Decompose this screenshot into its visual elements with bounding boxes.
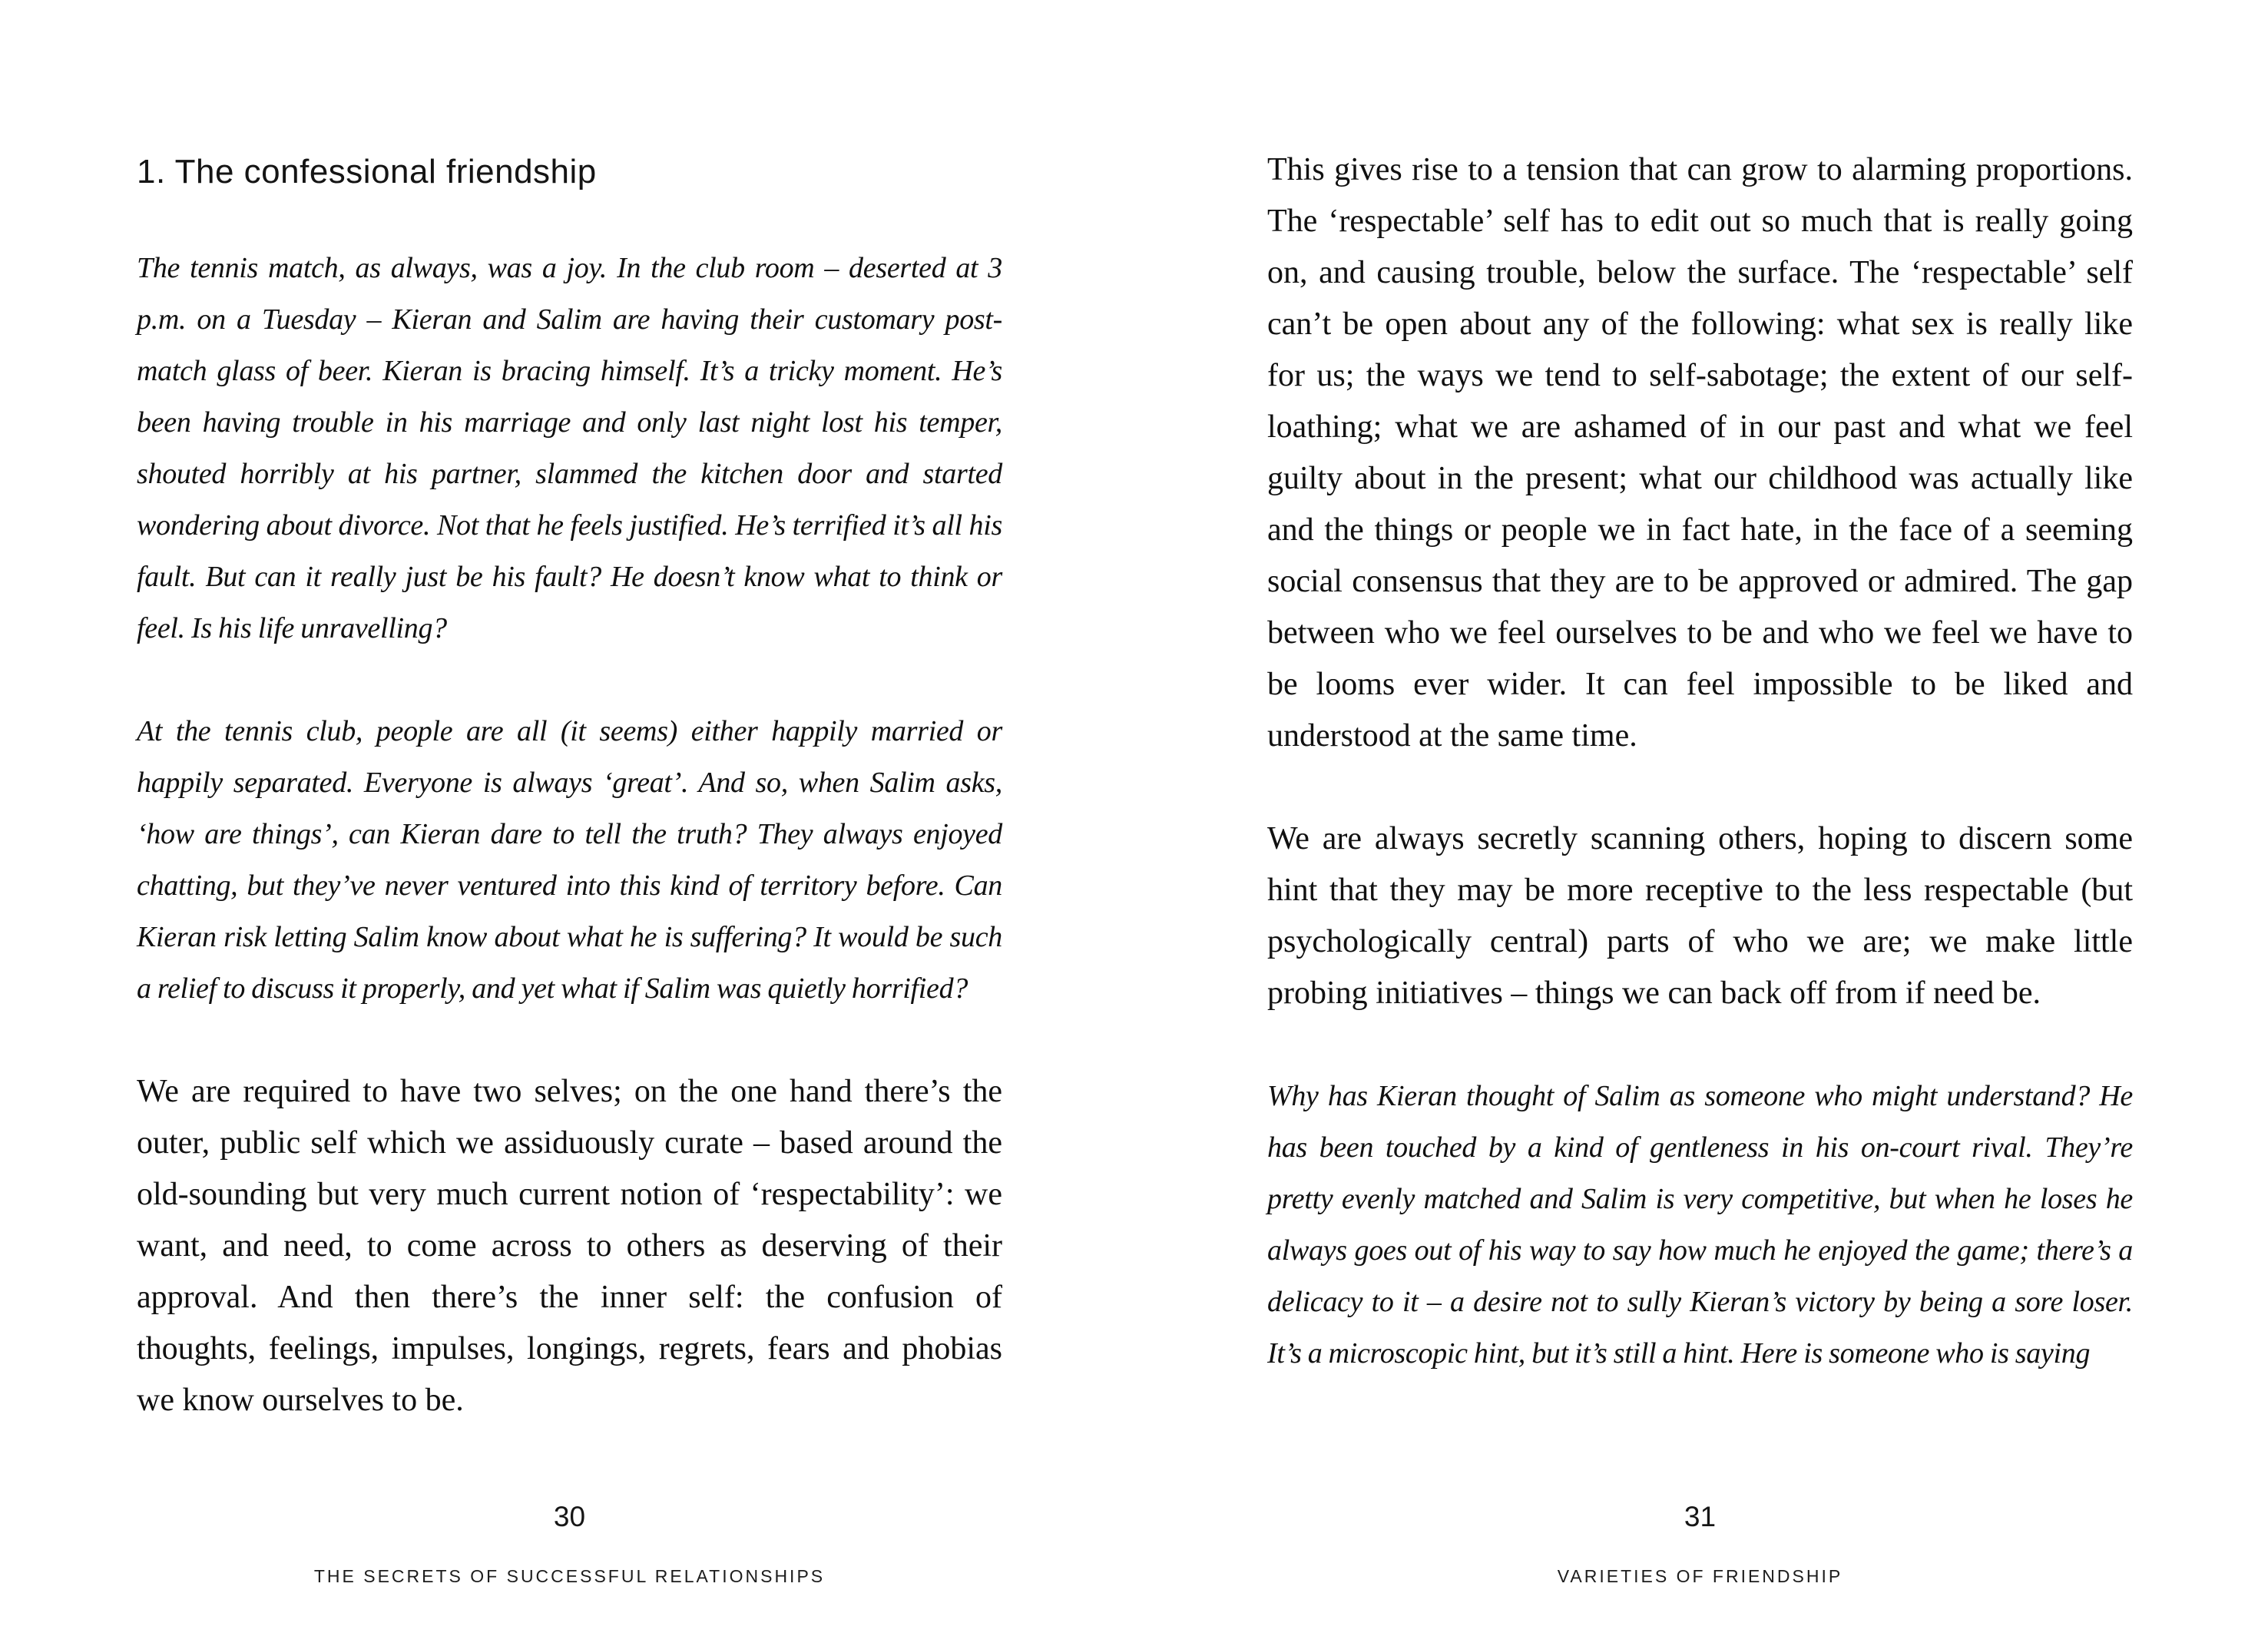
running-footer-left: THE SECRETS OF SUCCESSFUL RELATIONSHIPS (313, 1566, 826, 1586)
left-paragraph-1: The tennis match, as always, was a joy. In the club room – deserted at 3 p.m. on a Tuesday – Kieran and Salim are having their customary post-match glass of beer. Kieran is bracing himself. It’s a tricky moment. He’s been having trouble in his marriage and only last night lost his temper, shouted horribly at his partner, slammed the kitchen door and started wondering about divorce. Not that he feels justified. He’s terrified it’s all his fault. But can it really just be his fault? He doesn’t know what to think or feel. Is his life unravelling? (137, 252, 1002, 644)
running-footer-right: VARIETIES OF FRIENDSHIP (1557, 1566, 1843, 1586)
page-right (1134, 0, 2268, 1633)
left-paragraph-2: At the tennis club, people are all (it seems) either happily married or happily separated. Everyone is always ‘great’. And so, when Salim asks, ‘how are things’, can Kieran dare to tell the truth? They always enjoyed chatting, but they’ve never ventured into this kind of territory before. Can Kieran risk letting Salim know about what he is suffering? It would be such a relief to discuss it properly, and yet what if Salim was quietly horrified? (137, 715, 1002, 1005)
right-text-column (1267, 144, 2133, 1380)
right-paragraph-3: Why has Kieran thought of Salim as someone who might understand? He has been touched by a kind of gentleness in his on-court rival. They’re pretty evenly matched and Salim is very competitive, but when he loses he always goes out of his way to say how much he enjoyed the game; there’s a delicacy to it – a desire not to sully Kieran’s victory by being a sore loser. It’s a microscopic hint, but it’s still a hint. Here is someone who is saying (1267, 1080, 2133, 1370)
page-number-right: 31 (1684, 1501, 1717, 1532)
left-paragraph-3: We are required to have two selves; on the one hand there’s the outer, public self which we assiduously curate – based around the old-sounding but very much current notion of ‘respectability’: we want, and need, to come across to others as deserving of their approval. And then there’s the inner self: the confusion of thoughts, feelings, impulses, longings, regrets, fears and phobias we know ourselves to be. (137, 1074, 1002, 1418)
right-paragraph-1: This gives rise to a tension that can grow to alarming proportions. The ‘respectable’ self has to edit out so much that is really going on, and causing trouble, below the surface. The ‘respectable’ self can’t be open about any of the following: what sex is really like for us; the ways we tend to self-sabotage; the extent of our self-loathing; what we are ashamed of in our past and what we feel guilty about in the present; what our childhood was actually like and the things or people we in fact hate, in the face of a seeming social consensus that they are to be approved or admired. The gap between who we feel ourselves to be and who we feel we have to be looms ever wider. It can feel impossible to be liked and understood at the same time. (1267, 152, 2133, 754)
left-text-column (137, 243, 1002, 1426)
page-number-left: 30 (553, 1501, 586, 1532)
chapter-heading: 1. The confessional friendship (137, 153, 597, 190)
right-paragraph-2: We are always secretly scanning others, hoping to discern some hint that they may be more receptive to the less respectable (but psychologically central) parts of who we are; we make little probing initiatives – things we can back off from if need be. (1267, 821, 2133, 1011)
